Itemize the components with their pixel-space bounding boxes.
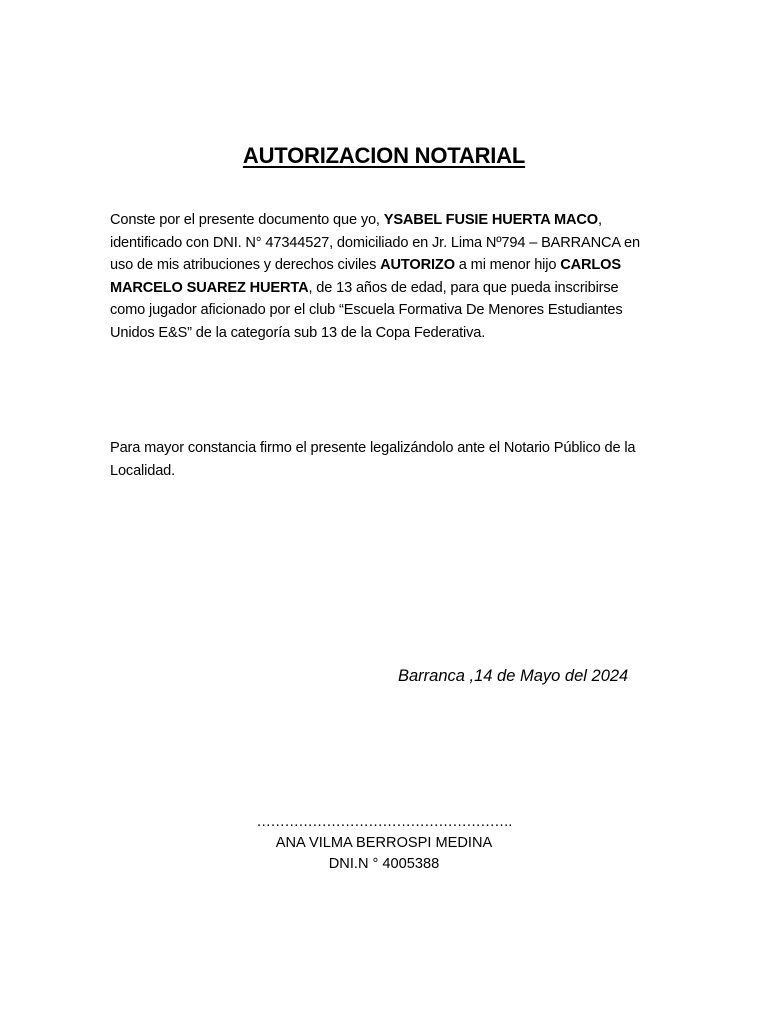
- signature-block: [0, 812, 768, 875]
- paragraph-text: Conste por el presente documento que yo,: [110, 212, 384, 228]
- paragraph-text: , identificado con DNI. N° 47344527, domiciliado en Jr. Lima Nº794 – BARRANCA en uso de mis atribuciones y derechos civiles: [110, 212, 640, 274]
- constancy-paragraph: Para mayor constancia firmo el presente legalizándolo ante el Notario Público de la Localidad.: [110, 440, 636, 479]
- date-line: Barranca ,14 de Mayo del 2024: [398, 667, 629, 685]
- paragraph-text: , de 13 años de edad, para que pueda inscribirse como jugador aficionado por el club “Escuela Formativa De Menores Estudiantes Unidos E&S” de la categoría sub 13 de la Copa Federativa.: [110, 279, 623, 341]
- signature-line: ……………………………………………….: [256, 814, 512, 830]
- signatory-name: ANA VILMA BERROSPI MEDINA: [275, 835, 493, 851]
- authorize-keyword: AUTORIZO: [380, 257, 455, 274]
- document-title: AUTORIZACION NOTARIAL: [242, 143, 526, 168]
- declarant-name: YSABEL FUSIE HUERTA MACO: [383, 212, 598, 228]
- paragraph-text: a mi menor hijo: [454, 257, 561, 274]
- minor-name: CARLOS MARCELO SUAREZ HUERTA: [110, 257, 621, 296]
- authorization-paragraph: [110, 209, 655, 345]
- signatory-dni: DNI.N ° 4005388: [328, 856, 440, 872]
